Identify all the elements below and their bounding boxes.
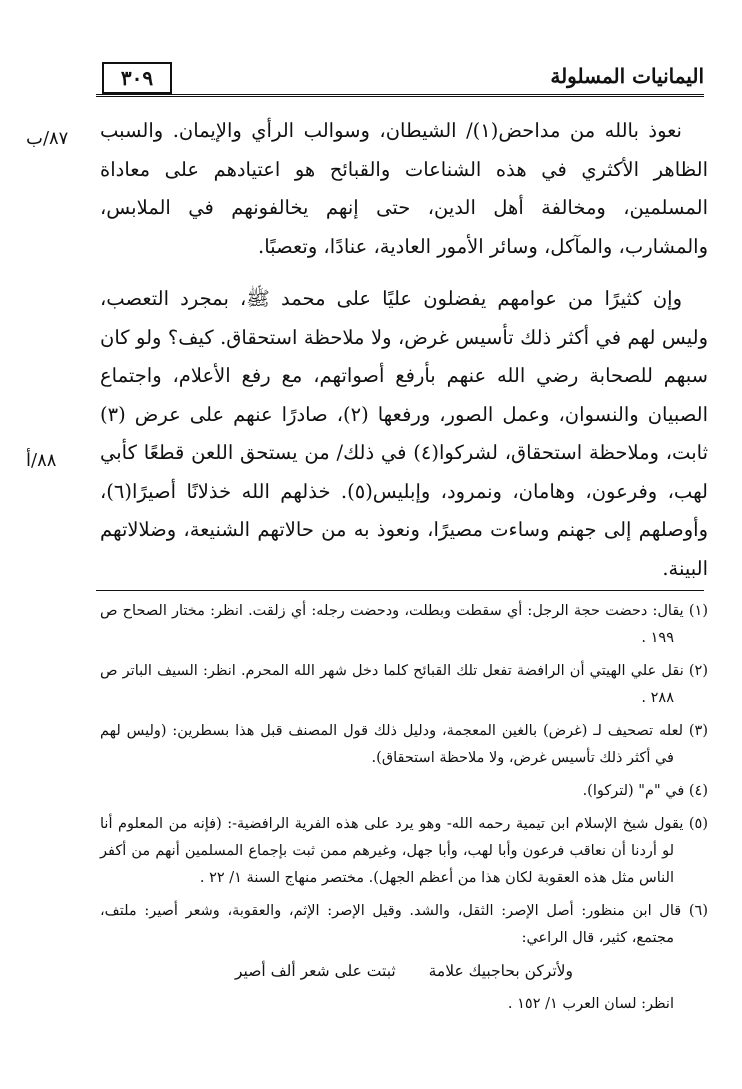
footnote-2: (٢) نقل علي الهيتي أن الرافضة تفعل تلك القبائح كلما دخل شهر الله المحرم. انظر: السيف الباتر ص ٢٨٨ .: [100, 663, 708, 706]
footnote-divider: [96, 590, 704, 591]
footnote-6: (٦) قال ابن منظور: أصل الإصر: الثقل، والشد. وقيل الإصر: الإثم، والعقوبة، وشعر أصير: ملتف، مجتمع، كثير، قال الراعي:: [100, 903, 708, 946]
verse-second-hemistich: ثبتت على شعر ألف أصير: [235, 962, 396, 980]
footnote-3: (٣) لعله تصحيف لـ (غرض) بالغين المعجمة، ودليل ذلك قول المصنف قبل هذا بسطرين: (وليس لهم في أكثر ذلك تأسيس غرض، ولا ملاحظة استحقاق).: [100, 723, 708, 766]
page-number: ٣٠٩: [102, 62, 172, 94]
header-rule: [96, 94, 704, 97]
poetry-verse: [100, 958, 708, 985]
main-text: [100, 112, 708, 602]
footnotes: [100, 598, 708, 1018]
page-header: [96, 58, 704, 100]
footnote-5: (٥) يقول شيخ الإسلام ابن تيمية رحمه الله- وهو يرد على هذه الفرية الرافضية-: (فإنه من المعلوم أنا لو أردنا أن نعاقب فرعون وأبا لهب، وأبا جهل، وغيرهم ممن ثبت بإجماع المسلمين أنهم من أكفر الناس مثل هذه العقوبة لكان هذا من أعظم الجهل). مختصر منهاج السنة ١/ ٢٢ .: [100, 816, 708, 886]
paragraph-1: نعوذ بالله من مداحض(١)/ الشيطان، وسوالب الرأي والإيمان. والسبب الظاهر الأكثري في هذه الشناعات والقبائح هو اعتيادهم على معاداة المسلمين، ومخالفة أهل الدين، حتى إنهم يخالفونهم في الملابس، والمشارب، والمآكل، وسائر الأمور العادية، عنادًا، وتعصبًا.: [100, 119, 708, 258]
running-title: اليمانيات المسلولة: [550, 64, 704, 88]
footnote-source: انظر: لسان العرب ١/ ١٥٢ .: [507, 996, 674, 1012]
paragraph-2: وإن كثيرًا من عوامهم يفضلون عليًا على محمد ﷺ، بمجرد التعصب، وليس لهم في أكثر ذلك تأسيس غرض، ولا ملاحظة استحقاق. كيف؟ ولو كان سبهم للصحابة رضي الله عنهم بأرفع أصواتهم، مع رفع الأعلام، واجتماع الصبيان والنسوان، وعمل الصور، ورفعها (٢)، صادرًا عنهم على عرض (٣) ثابت، وملاحظة استحقاق، لشركوا(٤) في ذلك/ من يستحق اللعن قطعًا كأبي لهب، وفرعون، وهامان، ونمرود، وإبليس(٥). خذلهم الله خذلانًا أصيرًا(٦)، وأوصلهم إلى جهنم وساءت مصيرًا، ونعوذ به من حالاتهم الشنيعة، وضلالاتهم البينة.: [100, 287, 708, 580]
footnote-4: (٤) في "م" (لتركوا).: [582, 783, 708, 799]
verse-first-hemistich: ولأتركن بحاجبيك علامة: [428, 962, 573, 980]
footnote-1: (١) يقال: دحضت حجة الرجل: أي سقطت وبطلت، ودحضت رجله: أي زلقت. انظر: مختار الصحاح ص ١٩٩ .: [100, 603, 708, 646]
margin-note-folio-87b: ٨٧/ب: [26, 128, 69, 149]
margin-note-folio-88a: ٨٨/أ: [26, 450, 57, 471]
